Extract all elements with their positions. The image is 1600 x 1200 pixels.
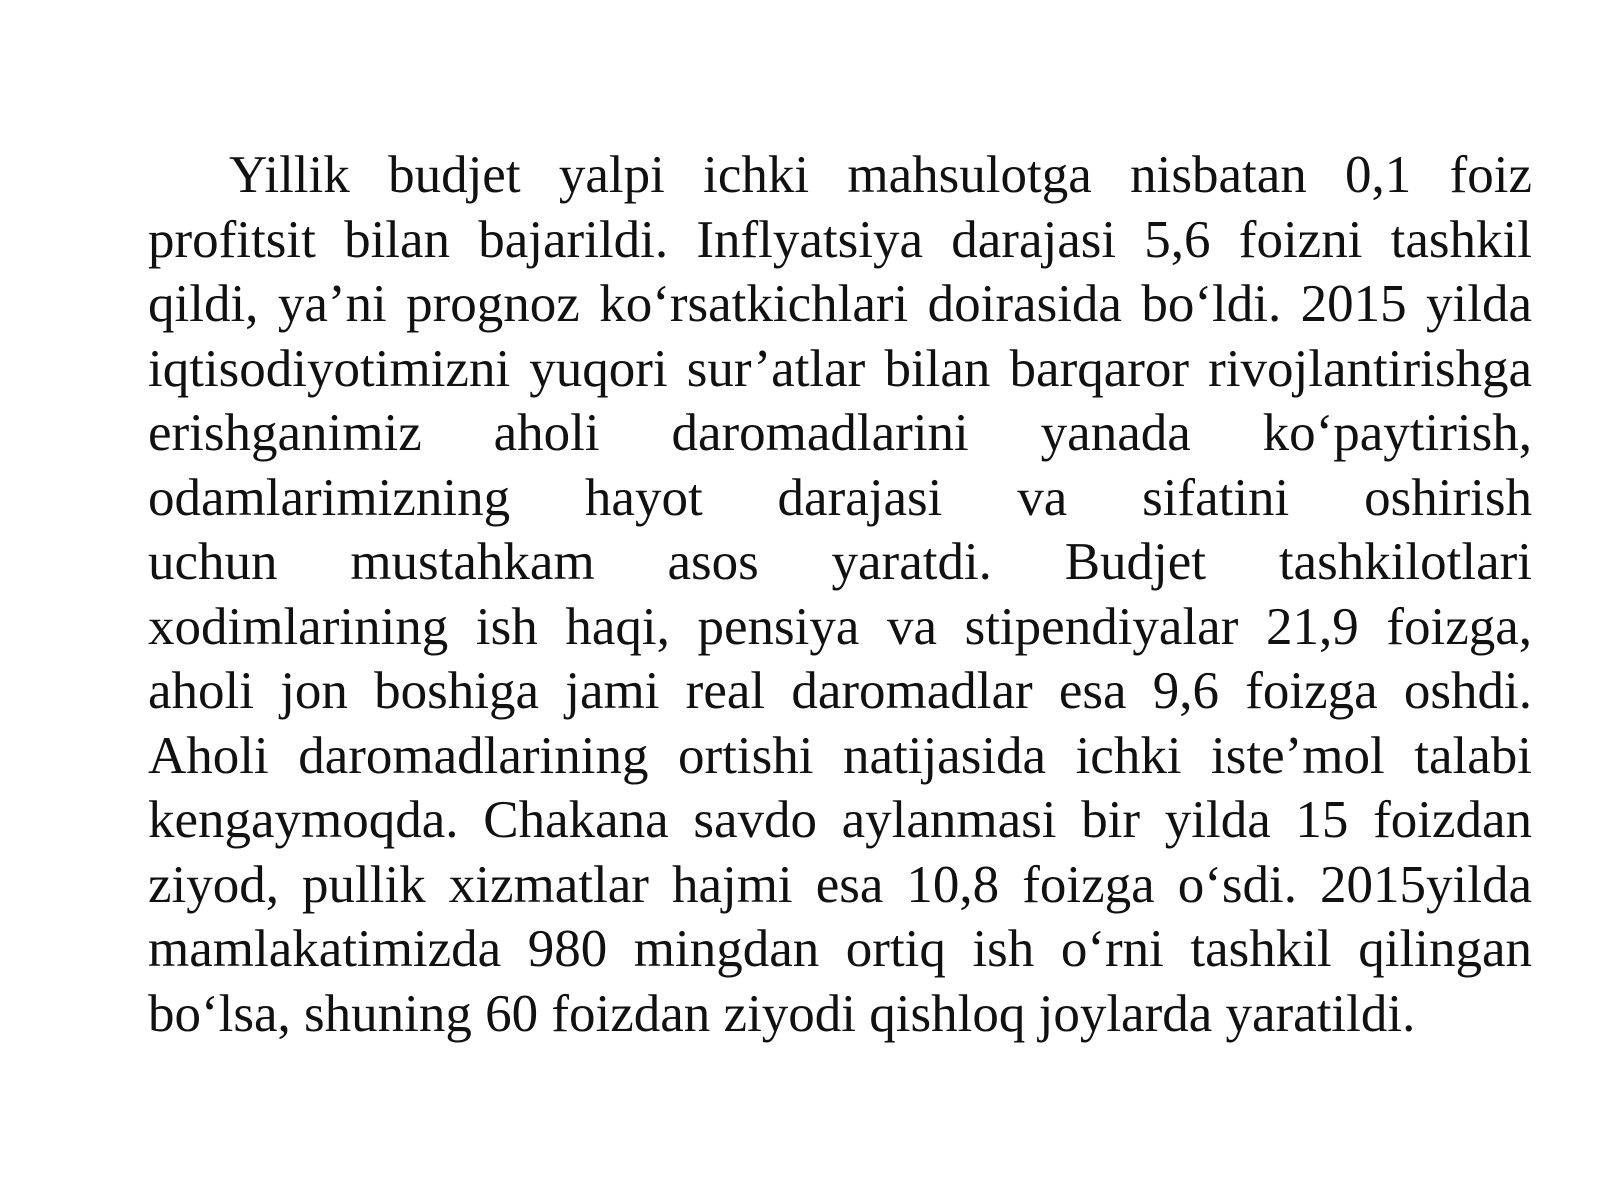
paragraph-line: ziyod, pullik xizmatlar hajmi esa 10,8 foizga o‘sdi. 2015yilda: [148, 855, 1532, 914]
paragraph-line: xodimlarining ish haqi, pensiya va stipendiyalar 21,9 foizga,: [148, 597, 1532, 656]
paragraph-line: mamlakatimizda 980 mingdan ortiq ish o‘rni tashkil qilingan: [148, 920, 1532, 978]
paragraph-line: Yillik budjet yalpi ichki mahsulotga nisbatan 0,1 foiz: [229, 146, 1532, 204]
paragraph-line: qildi, ya’ni prognoz ko‘rsatkichlari doirasida bo‘ldi. 2015 yilda: [148, 275, 1532, 333]
paragraph-line: bo‘lsa, shuning 60 foizdan ziyodi qishloq joylarda yaratildi.: [148, 984, 1416, 1043]
paragraph-line: aholi jon boshiga jami real daromadlar esa 9,6 foizga oshdi.: [148, 662, 1532, 720]
paragraph-line: erishganimiz aholi daromadlarini yanada ko‘paytirish,: [148, 404, 1532, 462]
paragraph-line: odamlarimizning hayot darajasi va sifatini oshirish: [148, 468, 1532, 527]
paragraph-line: iqtisodiyotimizni yuqori sur’atlar bilan barqaror rivojlantirishga: [148, 339, 1532, 398]
paragraph-line: uchun mustahkam asos yaratdi. Budjet tashkilotlari: [148, 533, 1532, 591]
paragraph-line: Aholi daromadlarining ortishi natijasida ichki iste’mol talabi: [148, 726, 1532, 785]
paragraph-line: kengaymoqda. Chakana savdo aylanmasi bir yilda 15 foizdan: [148, 791, 1532, 849]
body-paragraph: [148, 143, 1532, 1046]
paragraph-line: profitsit bilan bajarildi. Inflyatsiya darajasi 5,6 foizni tashkil: [148, 210, 1532, 269]
